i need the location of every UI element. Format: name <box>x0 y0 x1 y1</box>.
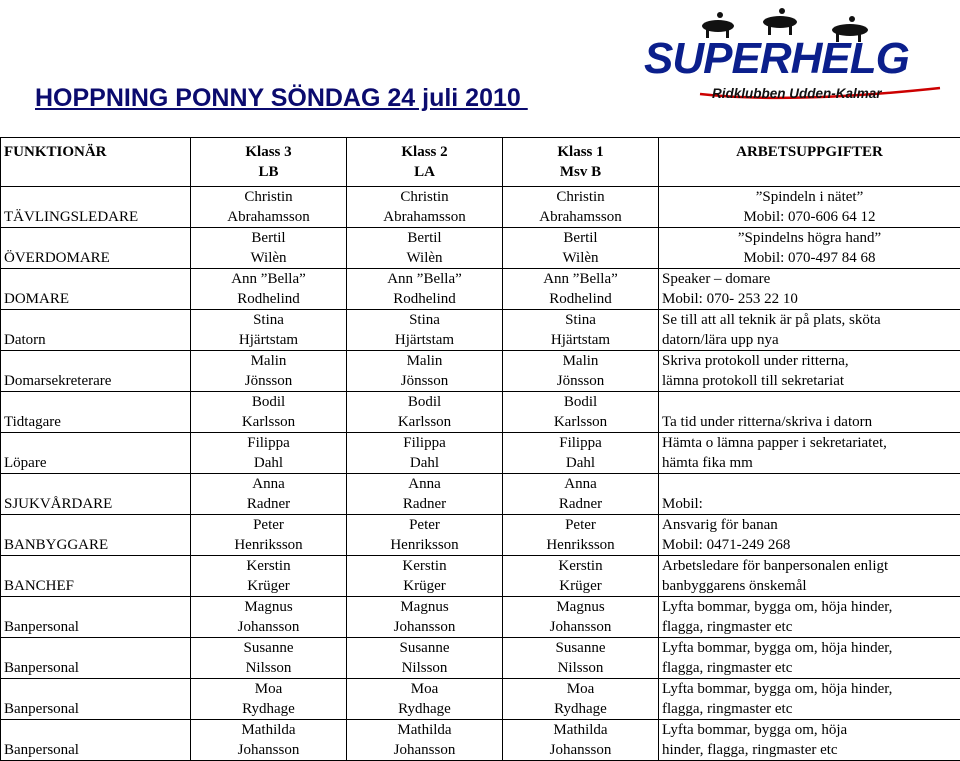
person-cell-klass2 <box>347 597 503 638</box>
person-name-line: Abrahamsson <box>350 207 499 227</box>
task-line: Mobil: <box>662 494 957 514</box>
task-line: Ta tid under ritterna/skriva i datorn <box>662 412 957 432</box>
role-cell: Banpersonal <box>1 720 191 761</box>
task-line: Lyfta bommar, bygga om, höja hinder, <box>662 597 957 617</box>
person-name-line: Malin <box>350 351 499 371</box>
person-name-line: Jönsson <box>194 371 343 391</box>
role-cell: Löpare <box>1 433 191 474</box>
person-cell-klass3 <box>191 638 347 679</box>
person-name-line: Karlsson <box>506 412 655 432</box>
person-name-line: Wilèn <box>350 248 499 268</box>
person-cell-klass1 <box>503 556 659 597</box>
header-klass2: Klass 2 LA <box>347 138 503 187</box>
superhelg-logo <box>640 8 952 104</box>
person-cell-klass3 <box>191 187 347 228</box>
task-line: banbyggarens önskemål <box>662 576 957 596</box>
task-line: Arbetsledare för banpersonalen enligt <box>662 556 957 576</box>
table-row <box>1 597 960 638</box>
person-cell-klass2 <box>347 720 503 761</box>
person-name-line: Peter <box>194 515 343 535</box>
task-line: lämna protokoll till sekretariat <box>662 371 957 391</box>
person-name-line: Filippa <box>194 433 343 453</box>
person-cell-klass3 <box>191 556 347 597</box>
person-name-line: Malin <box>194 351 343 371</box>
person-name-line: Karlsson <box>194 412 343 432</box>
person-cell-klass3 <box>191 351 347 392</box>
person-name-line: Bodil <box>194 392 343 412</box>
person-cell-klass3 <box>191 474 347 515</box>
task-cell <box>659 515 960 556</box>
person-name-line: Abrahamsson <box>506 207 655 227</box>
person-name-line: Henriksson <box>194 535 343 555</box>
person-name-line: Johansson <box>194 617 343 637</box>
person-name-line: Kerstin <box>350 556 499 576</box>
person-name-line: Rodhelind <box>194 289 343 309</box>
person-name-line: Krüger <box>506 576 655 596</box>
person-name-line: Johansson <box>350 740 499 760</box>
person-cell-klass3 <box>191 269 347 310</box>
person-name-line: Moa <box>506 679 655 699</box>
person-name-line: Bertil <box>350 228 499 248</box>
person-name-line: Magnus <box>350 597 499 617</box>
person-name-line: Radner <box>506 494 655 514</box>
table-row <box>1 720 960 761</box>
table-row <box>1 310 960 351</box>
header-klass1: Klass 1 Msv B <box>503 138 659 187</box>
task-cell <box>659 228 960 269</box>
person-name-line: Hjärtstam <box>350 330 499 350</box>
role-cell: Tidtagare <box>1 392 191 433</box>
task-line: Lyfta bommar, bygga om, höja <box>662 720 957 740</box>
person-name-line: Peter <box>506 515 655 535</box>
person-cell-klass2 <box>347 638 503 679</box>
person-cell-klass1 <box>503 720 659 761</box>
person-name-line: Rydhage <box>194 699 343 719</box>
person-name-line: Radner <box>350 494 499 514</box>
person-name-line: Jönsson <box>506 371 655 391</box>
table-row <box>1 515 960 556</box>
person-cell-klass2 <box>347 556 503 597</box>
person-cell-klass1 <box>503 679 659 720</box>
header-klass3: Klass 3 LB <box>191 138 347 187</box>
task-cell <box>659 433 960 474</box>
person-cell-klass2 <box>347 269 503 310</box>
person-name-line: Rodhelind <box>506 289 655 309</box>
person-name-line: Rydhage <box>350 699 499 719</box>
task-line: Skriva protokoll under ritterna, <box>662 351 957 371</box>
person-cell-klass2 <box>347 351 503 392</box>
person-name-line: Ann ”Bella” <box>194 269 343 289</box>
person-name-line: Johansson <box>506 617 655 637</box>
person-name-line: Dahl <box>194 453 343 473</box>
person-cell-klass3 <box>191 720 347 761</box>
person-name-line: Susanne <box>350 638 499 658</box>
table-row <box>1 433 960 474</box>
person-name-line: Magnus <box>506 597 655 617</box>
task-line: Mobil: 070-497 84 68 <box>662 248 957 268</box>
task-cell <box>659 638 960 679</box>
person-cell-klass3 <box>191 310 347 351</box>
person-name-line: Krüger <box>194 576 343 596</box>
person-cell-klass1 <box>503 269 659 310</box>
person-name-line: Nilsson <box>506 658 655 678</box>
person-name-line: Anna <box>194 474 343 494</box>
person-name-line: Johansson <box>350 617 499 637</box>
task-cell <box>659 351 960 392</box>
person-cell-klass1 <box>503 474 659 515</box>
person-name-line: Jönsson <box>350 371 499 391</box>
role-cell: Datorn <box>1 310 191 351</box>
person-name-line: Anna <box>506 474 655 494</box>
logo-subtitle: Ridklubben Udden-Kalmar <box>712 86 882 101</box>
role-cell: DOMARE <box>1 269 191 310</box>
person-name-line: Filippa <box>506 433 655 453</box>
person-name-line: Stina <box>350 310 499 330</box>
task-cell <box>659 679 960 720</box>
person-name-line: Radner <box>194 494 343 514</box>
role-cell: BANCHEF <box>1 556 191 597</box>
task-cell <box>659 310 960 351</box>
person-name-line: Bertil <box>506 228 655 248</box>
person-cell-klass3 <box>191 597 347 638</box>
task-line: Se till att all teknik är på plats, sköta <box>662 310 957 330</box>
task-line: Mobil: 0471-249 268 <box>662 535 957 555</box>
person-name-line: Hjärtstam <box>194 330 343 350</box>
person-cell-klass3 <box>191 392 347 433</box>
role-cell: ÖVERDOMARE <box>1 228 191 269</box>
person-name-line: Dahl <box>350 453 499 473</box>
table-row <box>1 187 960 228</box>
table-row <box>1 228 960 269</box>
person-name-line: Henriksson <box>350 535 499 555</box>
person-name-line: Bodil <box>506 392 655 412</box>
task-line: hämta fika mm <box>662 453 957 473</box>
person-cell-klass1 <box>503 597 659 638</box>
task-cell <box>659 597 960 638</box>
task-line: Hämta o lämna papper i sekretariatet, <box>662 433 957 453</box>
table-row <box>1 556 960 597</box>
person-name-line: Abrahamsson <box>194 207 343 227</box>
task-line: Mobil: 070- 253 22 10 <box>662 289 957 309</box>
person-name-line: Mathilda <box>350 720 499 740</box>
staff-table <box>0 137 960 761</box>
person-name-line: Bertil <box>194 228 343 248</box>
task-line: flagga, ringmaster etc <box>662 658 957 678</box>
person-name-line: Stina <box>506 310 655 330</box>
task-cell <box>659 187 960 228</box>
person-name-line: Ann ”Bella” <box>506 269 655 289</box>
task-line: ”Spindelns högra hand” <box>662 228 957 248</box>
person-name-line: Dahl <box>506 453 655 473</box>
person-name-line: Kerstin <box>194 556 343 576</box>
role-cell: Domarsekreterare <box>1 351 191 392</box>
person-name-line: Rydhage <box>506 699 655 719</box>
person-name-line: Christin <box>194 187 343 207</box>
person-name-line: Christin <box>350 187 499 207</box>
role-cell: Banpersonal <box>1 638 191 679</box>
table-row <box>1 474 960 515</box>
person-name-line: Nilsson <box>350 658 499 678</box>
person-cell-klass1 <box>503 638 659 679</box>
person-name-line: Bodil <box>350 392 499 412</box>
task-line: Lyfta bommar, bygga om, höja hinder, <box>662 679 957 699</box>
person-cell-klass2 <box>347 228 503 269</box>
table-row <box>1 679 960 720</box>
table-row <box>1 269 960 310</box>
task-cell <box>659 269 960 310</box>
person-name-line: Mathilda <box>506 720 655 740</box>
task-line: flagga, ringmaster etc <box>662 617 957 637</box>
role-cell: Banpersonal <box>1 597 191 638</box>
person-cell-klass2 <box>347 474 503 515</box>
task-cell <box>659 556 960 597</box>
person-cell-klass3 <box>191 679 347 720</box>
person-name-line: Henriksson <box>506 535 655 555</box>
table-row <box>1 392 960 433</box>
person-name-line: Karlsson <box>350 412 499 432</box>
person-name-line: Anna <box>350 474 499 494</box>
role-cell: TÄVLINGSLEDARE <box>1 187 191 228</box>
person-name-line: Peter <box>350 515 499 535</box>
header-tasks: ARBETSUPPGIFTER <box>659 138 960 187</box>
person-cell-klass1 <box>503 351 659 392</box>
person-cell-klass2 <box>347 187 503 228</box>
table-row <box>1 638 960 679</box>
task-cell <box>659 474 960 515</box>
person-cell-klass2 <box>347 679 503 720</box>
logo-wordmark: SUPERHELG <box>640 34 956 84</box>
person-name-line: Moa <box>350 679 499 699</box>
role-cell: SJUKVÅRDARE <box>1 474 191 515</box>
role-cell: BANBYGGARE <box>1 515 191 556</box>
person-cell-klass2 <box>347 310 503 351</box>
person-name-line: Kerstin <box>506 556 655 576</box>
person-name-line: Mathilda <box>194 720 343 740</box>
person-name-line: Hjärtstam <box>506 330 655 350</box>
person-cell-klass2 <box>347 515 503 556</box>
person-cell-klass1 <box>503 515 659 556</box>
task-line: hinder, flagga, ringmaster etc <box>662 740 957 760</box>
person-name-line: Krüger <box>350 576 499 596</box>
person-name-line: Christin <box>506 187 655 207</box>
person-name-line: Susanne <box>506 638 655 658</box>
person-name-line: Ann ”Bella” <box>350 269 499 289</box>
person-name-line: Filippa <box>350 433 499 453</box>
task-cell <box>659 720 960 761</box>
header-role: FUNKTIONÄR <box>1 138 191 187</box>
person-name-line: Malin <box>506 351 655 371</box>
person-name-line: Moa <box>194 679 343 699</box>
person-cell-klass1 <box>503 187 659 228</box>
person-cell-klass2 <box>347 433 503 474</box>
person-name-line: Susanne <box>194 638 343 658</box>
task-line: Mobil: 070-606 64 12 <box>662 207 957 227</box>
task-line: ”Spindeln i nätet” <box>662 187 957 207</box>
person-cell-klass1 <box>503 392 659 433</box>
person-cell-klass1 <box>503 433 659 474</box>
person-cell-klass3 <box>191 433 347 474</box>
table-row <box>1 351 960 392</box>
person-name-line: Rodhelind <box>350 289 499 309</box>
table-header-row <box>1 138 960 187</box>
task-line: flagga, ringmaster etc <box>662 699 957 719</box>
task-cell <box>659 392 960 433</box>
task-line: Ansvarig för banan <box>662 515 957 535</box>
person-name-line: Nilsson <box>194 658 343 678</box>
person-name-line: Magnus <box>194 597 343 617</box>
person-cell-klass3 <box>191 515 347 556</box>
person-cell-klass1 <box>503 228 659 269</box>
person-name-line: Johansson <box>506 740 655 760</box>
person-name-line: Stina <box>194 310 343 330</box>
person-name-line: Johansson <box>194 740 343 760</box>
task-line: datorn/lära upp nya <box>662 330 957 350</box>
page-title: HOPPNING PONNY SÖNDAG 24 juli 2010 <box>35 84 528 113</box>
person-name-line: Wilèn <box>506 248 655 268</box>
person-cell-klass3 <box>191 228 347 269</box>
person-cell-klass2 <box>347 392 503 433</box>
person-name-line: Wilèn <box>194 248 343 268</box>
person-cell-klass1 <box>503 310 659 351</box>
task-line: Lyfta bommar, bygga om, höja hinder, <box>662 638 957 658</box>
task-line: Speaker – domare <box>662 269 957 289</box>
role-cell: Banpersonal <box>1 679 191 720</box>
